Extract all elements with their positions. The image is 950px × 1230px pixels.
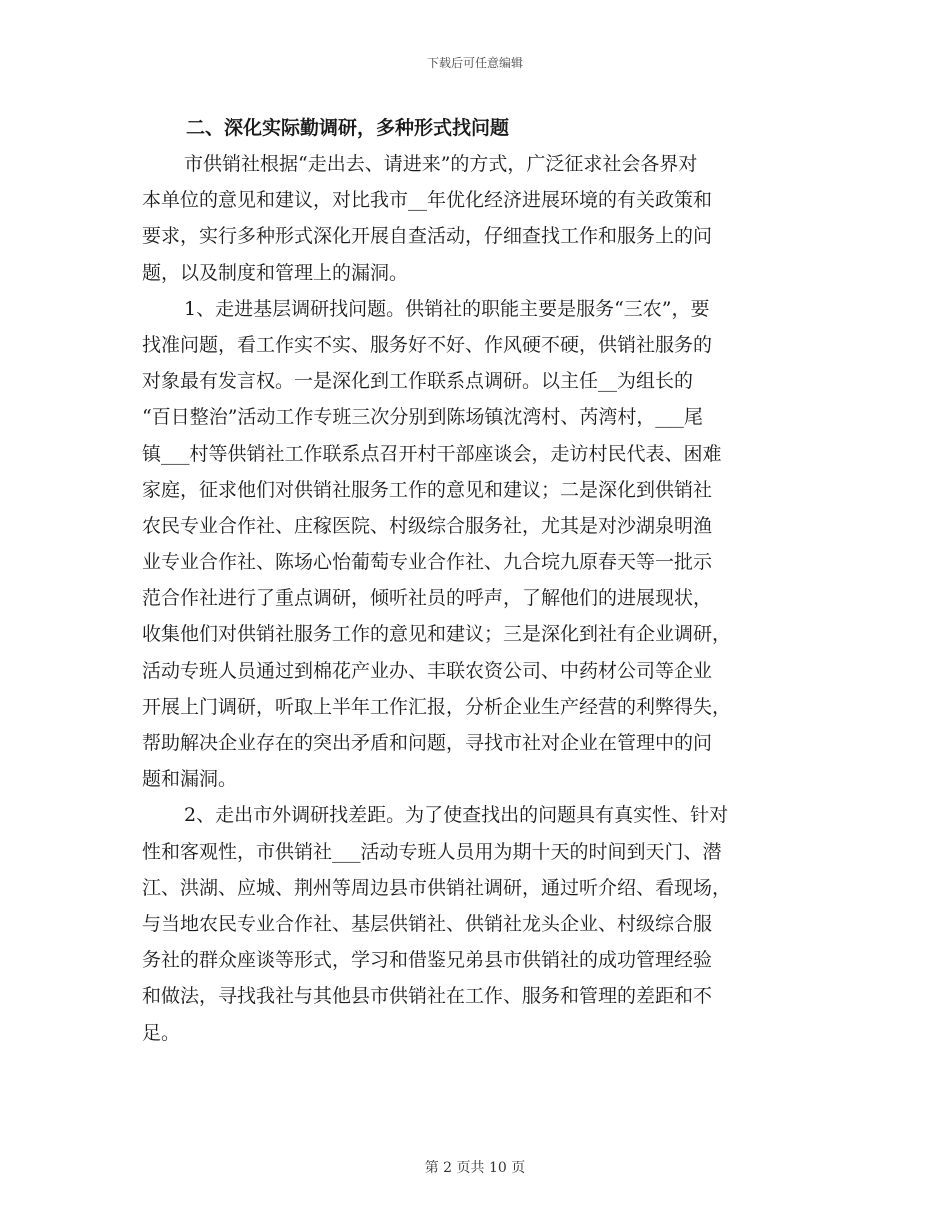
- paragraph-line: 范合作社进行了重点调研，倾听社员的呼声，了解他们的进展现状，: [142, 587, 713, 610]
- paragraph-line: 农民专业合作社、庄稼医院、村级综合服务社，尤其是对沙湖泉明渔: [142, 514, 713, 537]
- paragraph-line: 帮助解决企业存在的突出矛盾和问题，寻找市社对企业在管理中的问: [142, 732, 713, 754]
- paragraph-line: 2、走出市外调研找差距。为了使查找出的问题具有真实性、针对: [184, 804, 729, 827]
- paragraph-line: 本单位的意见和建议，对比我市__年优化经济进展环境的有关政策和: [142, 189, 713, 212]
- document-body: [142, 110, 808, 1051]
- paragraph-line: 要求，实行多种形式深化开展自查活动，仔细查找工作和服务上的问: [142, 225, 713, 248]
- paragraph-line: 镇___村等供销社工作联系点召开村干部座谈会，走访村民代表、困难: [142, 442, 722, 465]
- paragraph-line: 家庭，征求他们对供销社服务工作的意见和建议；二是深化到供销社: [142, 478, 713, 501]
- paragraph-grassroots-research: [142, 291, 808, 798]
- paragraph-line: “百日整治”活动工作专班三次分别到陈场镇沈湾村、芮湾村，___尾: [142, 406, 703, 429]
- paragraph-line: 市供销社根据“走出去、请进来”的方式，广泛征求社会各界对: [184, 153, 698, 175]
- paragraph-line: 江、洪湖、应城、荆州等周边县市供销社调研，通过听介绍、看现场，: [142, 876, 732, 899]
- paragraph-line: 题，以及制度和管理上的漏洞。: [142, 261, 409, 284]
- paragraph-line: 务社的群众座谈等形式，学习和借鉴兄弟县市供销社的成功管理经验: [142, 949, 713, 972]
- paragraph-external-research: [142, 797, 808, 1050]
- paragraph-line: 对象最有发言权。一是深化到工作联系点调研。以主任__为组长的: [142, 370, 694, 393]
- paragraph-line: 找准问题，看工作实不实、服务好不好、作风硬不硬，供销社服务的: [142, 333, 713, 356]
- paragraph-line: 题和漏洞。: [142, 768, 238, 791]
- page-footer: 第 2 页共 10 页: [424, 1160, 526, 1176]
- paragraph-line: 足。: [142, 1021, 181, 1044]
- paragraph-line: 1、走进基层调研找问题。供销社的职能主要是服务“三农”，要: [184, 297, 710, 320]
- section-heading: 二、深化实际勤调研，多种形式找问题: [186, 117, 510, 139]
- paragraph-line: 和做法，寻找我社与其他县市供销社在工作、服务和管理的差距和不: [142, 985, 713, 1008]
- paragraph-intro: [142, 146, 808, 291]
- paragraph-line: 活动专班人员通过到棉花产业办、丰联农资公司、中药材公司等企业: [142, 659, 713, 682]
- paragraph-line: 业专业合作社、陈场心怡葡萄专业合作社、九合垸九原春天等一批示: [142, 551, 713, 574]
- paragraph-line: 开展上门调研，听取上半年工作汇报，分析企业生产经营的利弊得失，: [142, 695, 732, 718]
- paragraph-line: 性和客观性，市供销社___活动专班人员用为期十天的时间到天门、潜: [142, 840, 722, 863]
- paragraph-line: 收集他们对供销社服务工作的意见和建议；三是深化到社有企业调研，: [142, 623, 732, 646]
- page-header: 下载后可任意编辑: [426, 56, 523, 70]
- paragraph-line: 与当地农民专业合作社、基层供销社、供销社龙头企业、村级综合服: [142, 912, 713, 935]
